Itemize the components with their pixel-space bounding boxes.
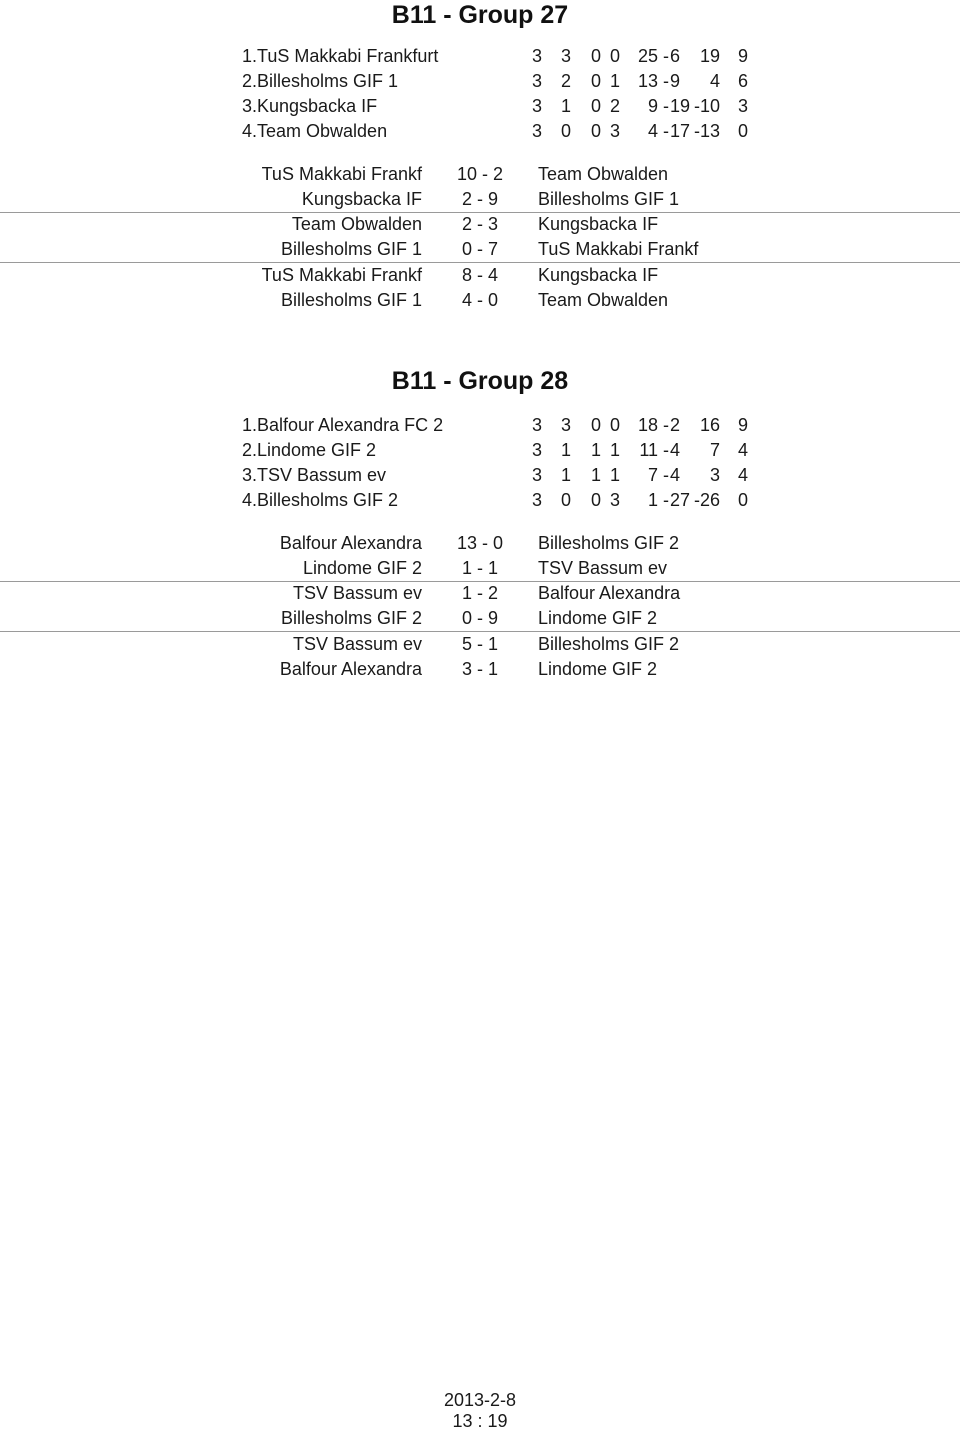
- standings-won: 1: [560, 440, 571, 460]
- standings-lost: 1: [609, 71, 620, 91]
- match-score: 0 - 7: [461, 239, 499, 259]
- match-home-team: Kungsbacka IF: [301, 189, 422, 209]
- standings-lost: 0: [609, 415, 620, 435]
- match-away-team: Balfour Alexandra: [538, 583, 681, 603]
- standings-goal-diff: -26: [693, 490, 720, 510]
- standings-goals-against: 4: [670, 440, 681, 460]
- standings-points: 9: [737, 46, 748, 66]
- match-score: 3 - 1: [461, 659, 499, 679]
- standings-played: 3: [531, 71, 542, 91]
- standings-points: 0: [737, 490, 748, 510]
- match-home-team: Billesholms GIF 1: [280, 290, 422, 310]
- standings-points: 0: [737, 121, 748, 141]
- standings-goals-for: 4: [647, 121, 658, 141]
- standings-played: 3: [531, 121, 542, 141]
- standings-goals-against: 2: [670, 415, 681, 435]
- standings-played: 3: [531, 465, 542, 485]
- match-row: [0, 288, 960, 313]
- standings-team: 1.TuS Makkabi Frankfurt: [242, 46, 439, 66]
- match-score: 13 - 0: [456, 533, 504, 553]
- match-home-team: TSV Bassum ev: [292, 634, 422, 654]
- match-score: 0 - 9: [461, 608, 499, 628]
- standings-goal-diff: 19: [699, 46, 720, 66]
- standings-points: 3: [737, 96, 748, 116]
- standings-goal-diff: 16: [699, 415, 720, 435]
- match-home-team: Balfour Alexandra: [279, 659, 422, 679]
- match-away-team: Kungsbacka IF: [538, 214, 659, 234]
- match-row: [0, 531, 960, 556]
- standings-team: 3.TSV Bassum ev: [242, 465, 387, 485]
- standings-won: 3: [560, 46, 571, 66]
- match-row: [0, 556, 960, 581]
- standings-row: [0, 69, 960, 94]
- match-away-team: Billesholms GIF 1: [538, 189, 680, 209]
- match-home-team: Team Obwalden: [291, 214, 422, 234]
- standings-goals-for: 18: [637, 415, 658, 435]
- match-row: [0, 263, 960, 288]
- standings-played: 3: [531, 415, 542, 435]
- standings-goal-separator: -: [663, 121, 669, 141]
- standings-goals-against: 17: [670, 121, 691, 141]
- standings-won: 2: [560, 71, 571, 91]
- match-away-team: Kungsbacka IF: [538, 265, 659, 285]
- standings-goals-against: 27: [670, 490, 691, 510]
- standings-points: 4: [737, 440, 748, 460]
- standings-lost: 1: [609, 465, 620, 485]
- match-away-team: Team Obwalden: [538, 164, 669, 184]
- standings-won: 1: [560, 96, 571, 116]
- match-score: 1 - 1: [461, 558, 499, 578]
- standings-goals-for: 9: [647, 96, 658, 116]
- standings-row: [0, 94, 960, 119]
- standings-goal-diff: -13: [693, 121, 720, 141]
- standings-played: 3: [531, 440, 542, 460]
- standings-points: 9: [737, 415, 748, 435]
- match-row: [0, 237, 960, 262]
- group-title: B11 - Group 27: [391, 1, 569, 29]
- standings-points: 4: [737, 465, 748, 485]
- match-home-team: Billesholms GIF 1: [280, 239, 422, 259]
- standings-goal-separator: -: [663, 96, 669, 116]
- standings-lost: 2: [609, 96, 620, 116]
- standings-team: 2.Lindome GIF 2: [242, 440, 377, 460]
- standings-goals-for: 7: [647, 465, 658, 485]
- match-away-team: Lindome GIF 2: [538, 608, 658, 628]
- standings-drawn: 0: [590, 71, 601, 91]
- standings-row: [0, 488, 960, 513]
- standings-goals-against: 4: [670, 465, 681, 485]
- match-home-team: Billesholms GIF 2: [280, 608, 422, 628]
- match-score: 5 - 1: [461, 634, 499, 654]
- group-title: B11 - Group 28: [391, 367, 569, 395]
- match-home-team: TuS Makkabi Frankf: [261, 265, 422, 285]
- standings-played: 3: [531, 490, 542, 510]
- standings-goal-diff: 7: [709, 440, 720, 460]
- standings-goal-separator: -: [663, 490, 669, 510]
- standings-won: 0: [560, 121, 571, 141]
- standings-lost: 3: [609, 121, 620, 141]
- match-away-team: Team Obwalden: [538, 290, 669, 310]
- standings-drawn: 0: [590, 96, 601, 116]
- standings-goals-for: 13: [637, 71, 658, 91]
- match-score: 10 - 2: [456, 164, 504, 184]
- match-row: [0, 632, 960, 657]
- standings-goal-separator: -: [663, 465, 669, 485]
- standings-goals-against: 19: [670, 96, 691, 116]
- match-away-team: TuS Makkabi Frankf: [538, 239, 699, 259]
- standings-row: [0, 44, 960, 69]
- standings-goals-for: 1: [647, 490, 658, 510]
- match-score: 4 - 0: [461, 290, 499, 310]
- standings-lost: 3: [609, 490, 620, 510]
- standings-goal-separator: -: [663, 71, 669, 91]
- match-row: [0, 606, 960, 631]
- footer-time: 13 : 19: [452, 1411, 508, 1431]
- match-home-team: TSV Bassum ev: [292, 583, 422, 603]
- standings-goal-separator: -: [663, 415, 669, 435]
- standings-row: [0, 438, 960, 463]
- match-row: [0, 187, 960, 212]
- footer-date: 2013-2-8: [443, 1390, 517, 1410]
- standings-drawn: 0: [590, 46, 601, 66]
- standings-goals-for: 25: [637, 46, 658, 66]
- standings-goal-diff: 3: [709, 465, 720, 485]
- standings-team: 4.Team Obwalden: [242, 121, 388, 141]
- standings-goals-against: 9: [670, 71, 681, 91]
- standings-drawn: 0: [590, 415, 601, 435]
- standings-lost: 0: [609, 46, 620, 66]
- standings-row: [0, 413, 960, 438]
- standings-team: 1.Balfour Alexandra FC 2: [242, 415, 444, 435]
- standings-team: 2.Billesholms GIF 1: [242, 71, 399, 91]
- standings-played: 3: [531, 96, 542, 116]
- match-row: [0, 657, 960, 682]
- match-row: [0, 162, 960, 187]
- match-score: 2 - 3: [461, 214, 499, 234]
- standings-won: 3: [560, 415, 571, 435]
- standings-goal-separator: -: [663, 46, 669, 66]
- standings-team: 3.Kungsbacka IF: [242, 96, 378, 116]
- standings-row: [0, 119, 960, 144]
- standings-team: 4.Billesholms GIF 2: [242, 490, 399, 510]
- match-score: 8 - 4: [461, 265, 499, 285]
- standings-goal-diff: 4: [709, 71, 720, 91]
- match-home-team: Balfour Alexandra: [279, 533, 422, 553]
- standings-goal-diff: -10: [693, 96, 720, 116]
- match-home-team: TuS Makkabi Frankf: [261, 164, 422, 184]
- standings-drawn: 1: [590, 465, 601, 485]
- standings-goals-for: 11: [639, 440, 658, 460]
- match-row: [0, 581, 960, 606]
- match-score: 1 - 2: [461, 583, 499, 603]
- standings-won: 1: [560, 465, 571, 485]
- match-score: 2 - 9: [461, 189, 499, 209]
- standings-row: [0, 463, 960, 488]
- standings-drawn: 0: [590, 490, 601, 510]
- match-away-team: TSV Bassum ev: [538, 558, 668, 578]
- match-away-team: Billesholms GIF 2: [538, 533, 680, 553]
- standings-played: 3: [531, 46, 542, 66]
- standings-won: 0: [560, 490, 571, 510]
- standings-points: 6: [737, 71, 748, 91]
- match-away-team: Billesholms GIF 2: [538, 634, 680, 654]
- standings-drawn: 0: [590, 121, 601, 141]
- standings-goal-separator: -: [663, 440, 669, 460]
- match-away-team: Lindome GIF 2: [538, 659, 658, 679]
- standings-drawn: 1: [590, 440, 601, 460]
- match-row: [0, 212, 960, 237]
- standings-lost: 1: [609, 440, 620, 460]
- standings-goals-against: 6: [670, 46, 681, 66]
- match-home-team: Lindome GIF 2: [302, 558, 422, 578]
